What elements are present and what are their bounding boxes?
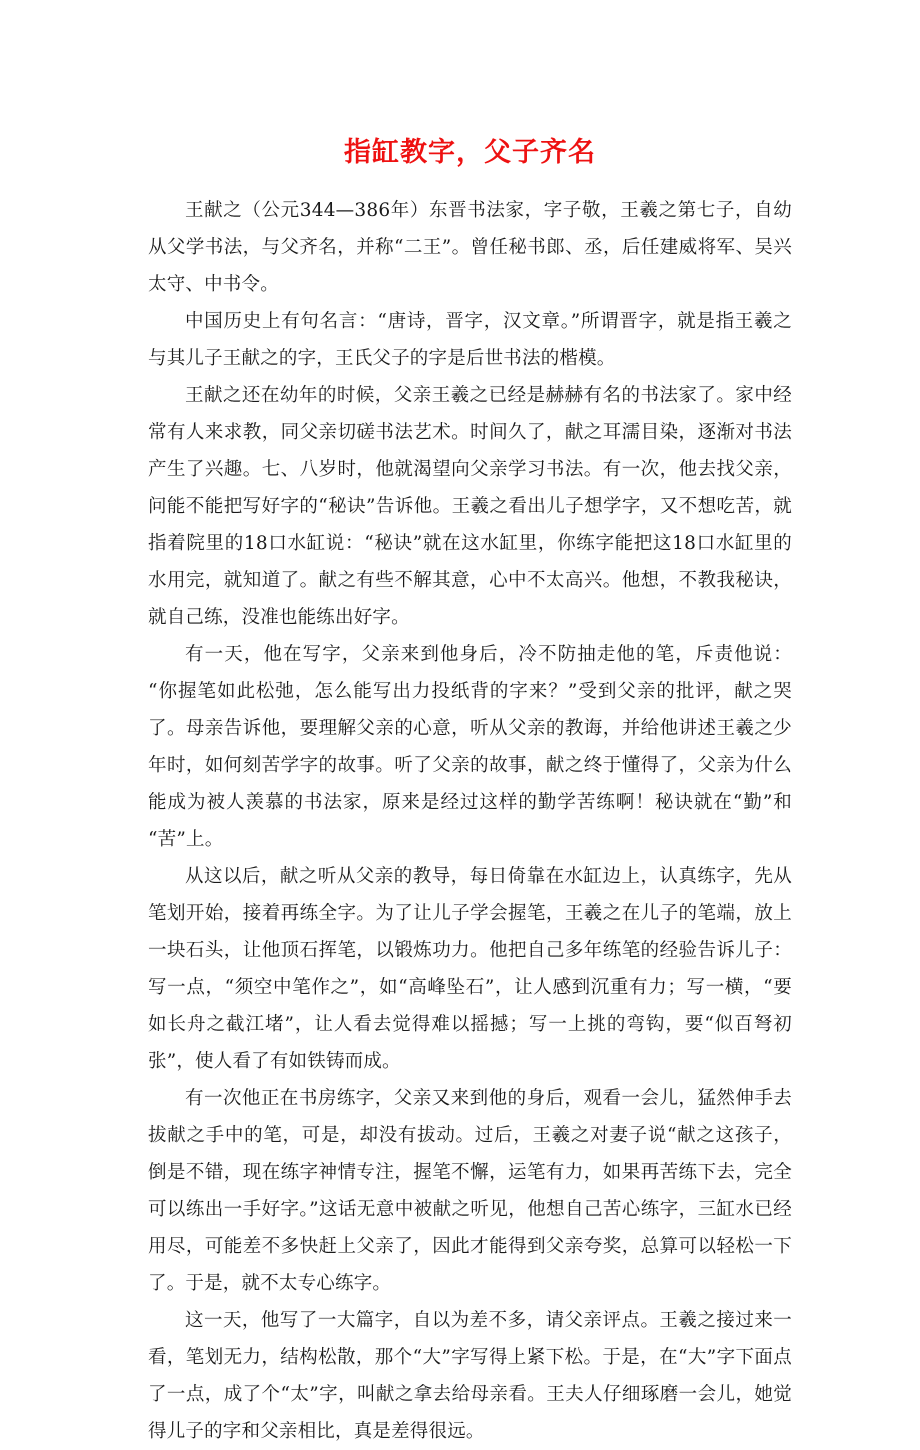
paragraph: 从这以后，献之听从父亲的教导，每日倚靠在水缸边上，认真练字，先从笔划开始，接着再练全字。为了让儿子学会握笔，王羲之在儿子的笔端，放上一块石头，让他顶石挥笔，以锻炼功力。他把自己多年练笔的经验告诉儿子：写一点，“须空中笔作之”，如“高峰坠石”，让人感到沉重有力；写一横，“要如长舟之截江堵”，让人看去觉得难以摇撼；写一上挑的弯钩，要“似百弩初张”，使人看了有如铁铸而成。 [148, 866, 792, 1072]
paragraph: 王献之还在幼年的时候，父亲王羲之已经是赫赫有名的书法家了。家中经常有人来求教，同父亲切磋书法艺术。时间久了，献之耳濡目染，逐渐对书法产生了兴趣。七、八岁时，他就渴望向父亲学习书法。有一次，他去找父亲，问能不能把写好字的“秘诀”告诉他。王羲之看出儿子想学字，又不想吃苦，就指着院里的18口水缸说：“秘诀”就在这水缸里，你练字能把这18口水缸里的水用完，就知道了。献之有些不解其意，心中不太高兴。他想，不教我秘诀，就自己练，没准也能练出好字。 [148, 385, 792, 628]
paragraph: 王献之（公元344—386年）东晋书法家，字子敬，王羲之第七子，自幼从父学书法，与父齐名，并称“二王”。曾任秘书郎、丞，后任建威将军、吴兴太守、中书令。 [148, 200, 792, 295]
document-content [148, 0, 792, 1450]
page-title: 指缸教字，父子齐名 [344, 137, 596, 168]
paragraph: 有一次他正在书房练字，父亲又来到他的身后，观看一会儿，猛然伸手去拔献之手中的笔，可是，却没有拔动。过后，王羲之对妻子说“献之这孩子，倒是不错，现在练字神情专注，握笔不懈，运笔有力，如果再苦练下去，完全可以练出一手好字。”这话无意中被献之听见，他想自己苦心练字，三缸水已经用尽，可能差不多快赶上父亲了，因此才能得到父亲夸奖，总算可以轻松一下了。于是，就不太专心练字。 [148, 1088, 792, 1294]
paragraph: 有一天，他在写字，父亲来到他身后，冷不防抽走他的笔，斥责他说：“你握笔如此松弛，怎么能写出力投纸背的字来？”受到父亲的批评，献之哭了。母亲告诉他，要理解父亲的心意，听从父亲的教诲，并给他讲述王羲之少年时，如何刻苦学字的故事。听了父亲的故事，献之终于懂得了，父亲为什么能成为被人羡慕的书法家，原来是经过这样的勤学苦练啊！秘诀就在“勤”和“苦”上。 [148, 644, 792, 850]
paragraph: 中国历史上有句名言：“唐诗，晋字，汉文章。”所谓晋字，就是指王羲之与其儿子王献之的字，王氏父子的字是后世书法的楷模。 [148, 311, 792, 369]
article-body [148, 192, 792, 1450]
paragraph: 这一天，他写了一大篇字，自以为差不多，请父亲评点。王羲之接过来一看，笔划无力，结构松散，那个“大”字写得上紧下松。于是，在“大”字下面点了一点，成了个“太”字，叫献之拿去给母亲看。王夫人仔细琢磨一会儿，她觉得儿子的字和父亲相比，真是差得很远。 [148, 1310, 792, 1442]
